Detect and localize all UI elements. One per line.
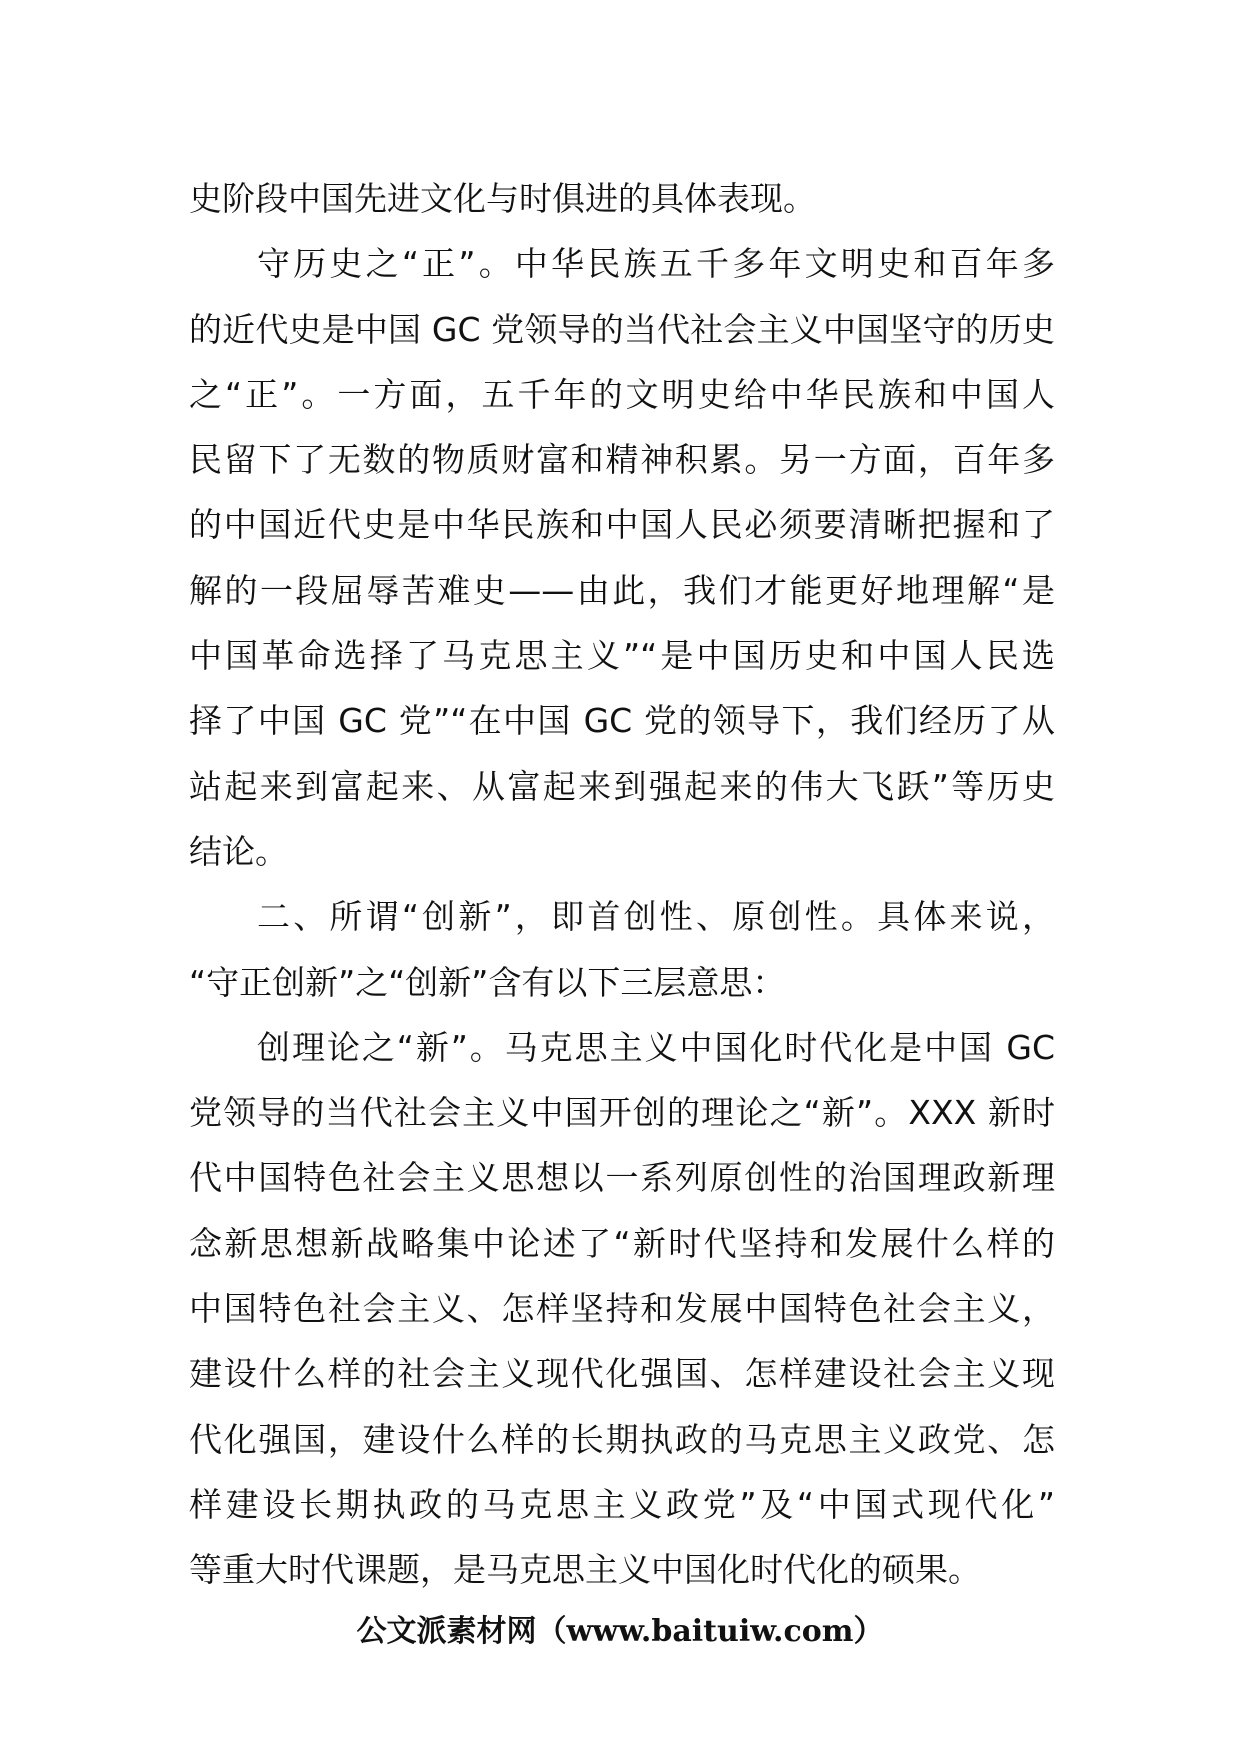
paragraph-line: 二、所谓“创新”，即首创性、原创性。具体来说，	[257, 897, 1055, 937]
paragraph-line: “守正创新”之“创新”含有以下三层意思：	[189, 962, 786, 1002]
paragraph-line: 中国特色社会主义、怎样坚持和发展中国特色社会主义，	[189, 1289, 1055, 1329]
paragraph-line: 代化强国，建设什么样的长期执政的马克思主义政党、怎	[189, 1419, 1055, 1459]
paragraph-line: 史阶段中国先进文化与时俱进的具体表现。	[189, 179, 816, 218]
paragraph-line: 择了中国 GC 党”“在中国 GC 党的领导下，我们经历了从	[189, 701, 1055, 741]
paragraph-line: 样建设长期执政的马克思主义政党”及“中国式现代化”	[189, 1484, 1055, 1524]
paragraph-line: 之“正”。一方面，五千年的文明史给中华民族和中国人	[189, 374, 1055, 414]
paragraph-line: 结论。	[189, 831, 288, 871]
paragraph-line: 守历史之“正”。中华民族五千多年文明史和百年多	[257, 244, 1055, 284]
paragraph-line: 中国革命选择了马克思主义”“是中国历史和中国人民选	[189, 636, 1055, 676]
paragraph-line: 等重大时代课题，是马克思主义中国化时代化的硕果。	[189, 1550, 981, 1590]
paragraph-line: 民留下了无数的物质财富和精神积累。另一方面，百年多	[189, 440, 1055, 480]
paragraph-line: 解的一段屈辱苦难史——由此，我们才能更好地理解“是	[189, 570, 1055, 610]
paragraph-line: 党领导的当代社会主义中国开创的理论之“新”。XXX 新时	[189, 1093, 1055, 1133]
paragraph-line: 代中国特色社会主义思想以一系列原创性的治国理政新理	[189, 1158, 1055, 1198]
paragraph-line: 站起来到富起来、从富起来到强起来的伟大飞跃”等历史	[189, 766, 1055, 806]
paragraph-line: 念新思想新战略集中论述了“新时代坚持和发展什么样的	[189, 1223, 1055, 1263]
document-body	[189, 166, 1055, 1603]
footer-watermark: 公文派素材网（www.baituiw.com）	[356, 1614, 884, 1649]
paragraph-line: 建设什么样的社会主义现代化强国、怎样建设社会主义现	[189, 1354, 1055, 1394]
paragraph-line: 创理论之“新”。马克思主义中国化时代化是中国 GC	[257, 1027, 1055, 1067]
paragraph-line: 的中国近代史是中华民族和中国人民必须要清晰把握和了	[189, 505, 1055, 545]
paragraph-line: 的近代史是中国 GC 党领导的当代社会主义中国坚守的历史	[189, 309, 1055, 349]
